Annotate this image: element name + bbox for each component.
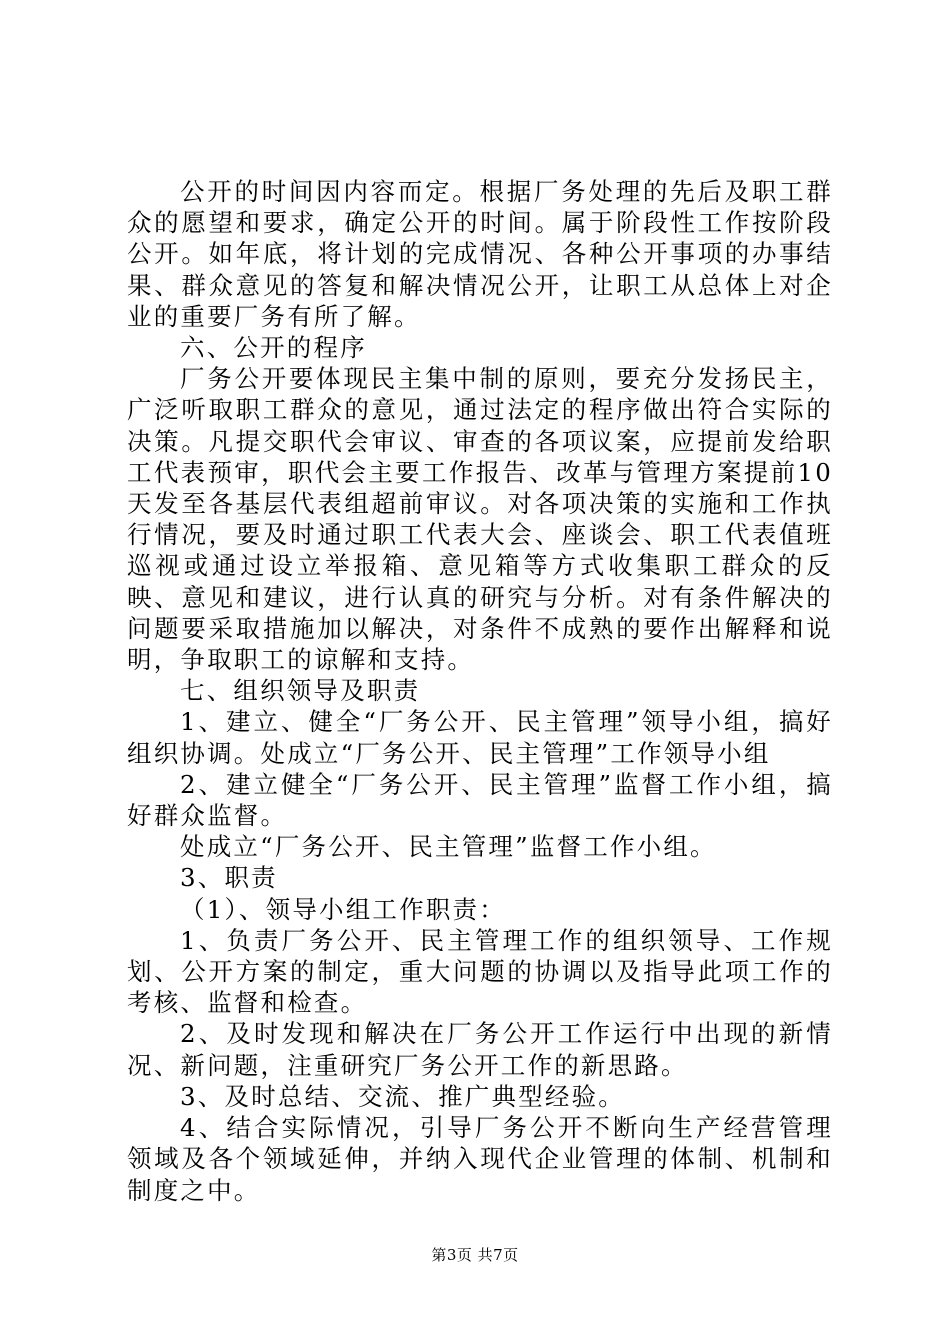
section-heading-procedure: 六、公开的程序 — [180, 333, 367, 363]
paragraph-publication-timing: 公开的时间因内容而定。根据厂务处理的先后及职工群众的愿望和要求，确定公开的时间。属于阶段性工作按阶段公开。如年底，将计划的完成情况、各种公开事项的办事结果、群众意见的答复和解决情况公开，让职工从总体上对企业的重要厂务有所了解。 — [127, 177, 833, 331]
page-number-footer: 第3页 共7页 — [431, 1246, 519, 1264]
paragraph-leading-group: 1、建立、健全“厂务公开、民主管理”领导小组，搞好组织协调。处成立“厂务公开、民主管理”工作领导小组 — [127, 707, 833, 768]
duty-item-1: 1、负责厂务公开、民主管理工作的组织领导、工作规划、公开方案的制定，重大问题的协调以及指导此项工作的考核、监督和检查。 — [127, 925, 833, 1018]
duty-item-2: 2、及时发现和解决在厂务公开工作运行中出现的新情况、新问题，注重研究厂务公开工作的新思路。 — [127, 1019, 833, 1080]
subheading-duties: 3、职责 — [180, 863, 278, 893]
section-heading-organization: 七、组织领导及职责 — [180, 676, 421, 706]
duty-item-4: 4、结合实际情况，引导厂务公开不断向生产经营管理领域及各个领域延伸，并纳入现代企业管理的体制、机制和制度之中。 — [127, 1113, 833, 1205]
paragraph-supervision-group-established: 处成立“厂务公开、民主管理”监督工作小组。 — [180, 832, 717, 862]
subheading-leading-group-duties: （1）、领导小组工作职责： — [180, 894, 506, 924]
paragraph-supervision-group: 2、建立健全“厂务公开、民主管理”监督工作小组，搞好群众监督。 — [127, 769, 833, 831]
paragraph-procedure: 厂务公开要体现民主集中制的原则，要充分发扬民主，广泛听取职工群众的意见，通过法定的程序做出符合实际的决策。凡提交职代会审议、审查的各项议案，应提前发给职工代表预审，职代会主要工作报告、改革与管理方案提前10天发至各基层代表组超前审议。对各项决策的实施和工作执行情况，要及时通过职工代表大会、座谈会、职工代表值班巡视或通过设立举报箱、意见箱等方式收集职工群众的反映、意见和建议，进行认真的研究与分析。对有条件解决的问题要采取措施加以解决，对条件不成熟的要作出解释和说明，争取职工的谅解和支持。 — [127, 364, 833, 675]
document-body — [127, 176, 833, 1206]
duty-item-3: 3、及时总结、交流、推广典型经验。 — [180, 1081, 625, 1111]
